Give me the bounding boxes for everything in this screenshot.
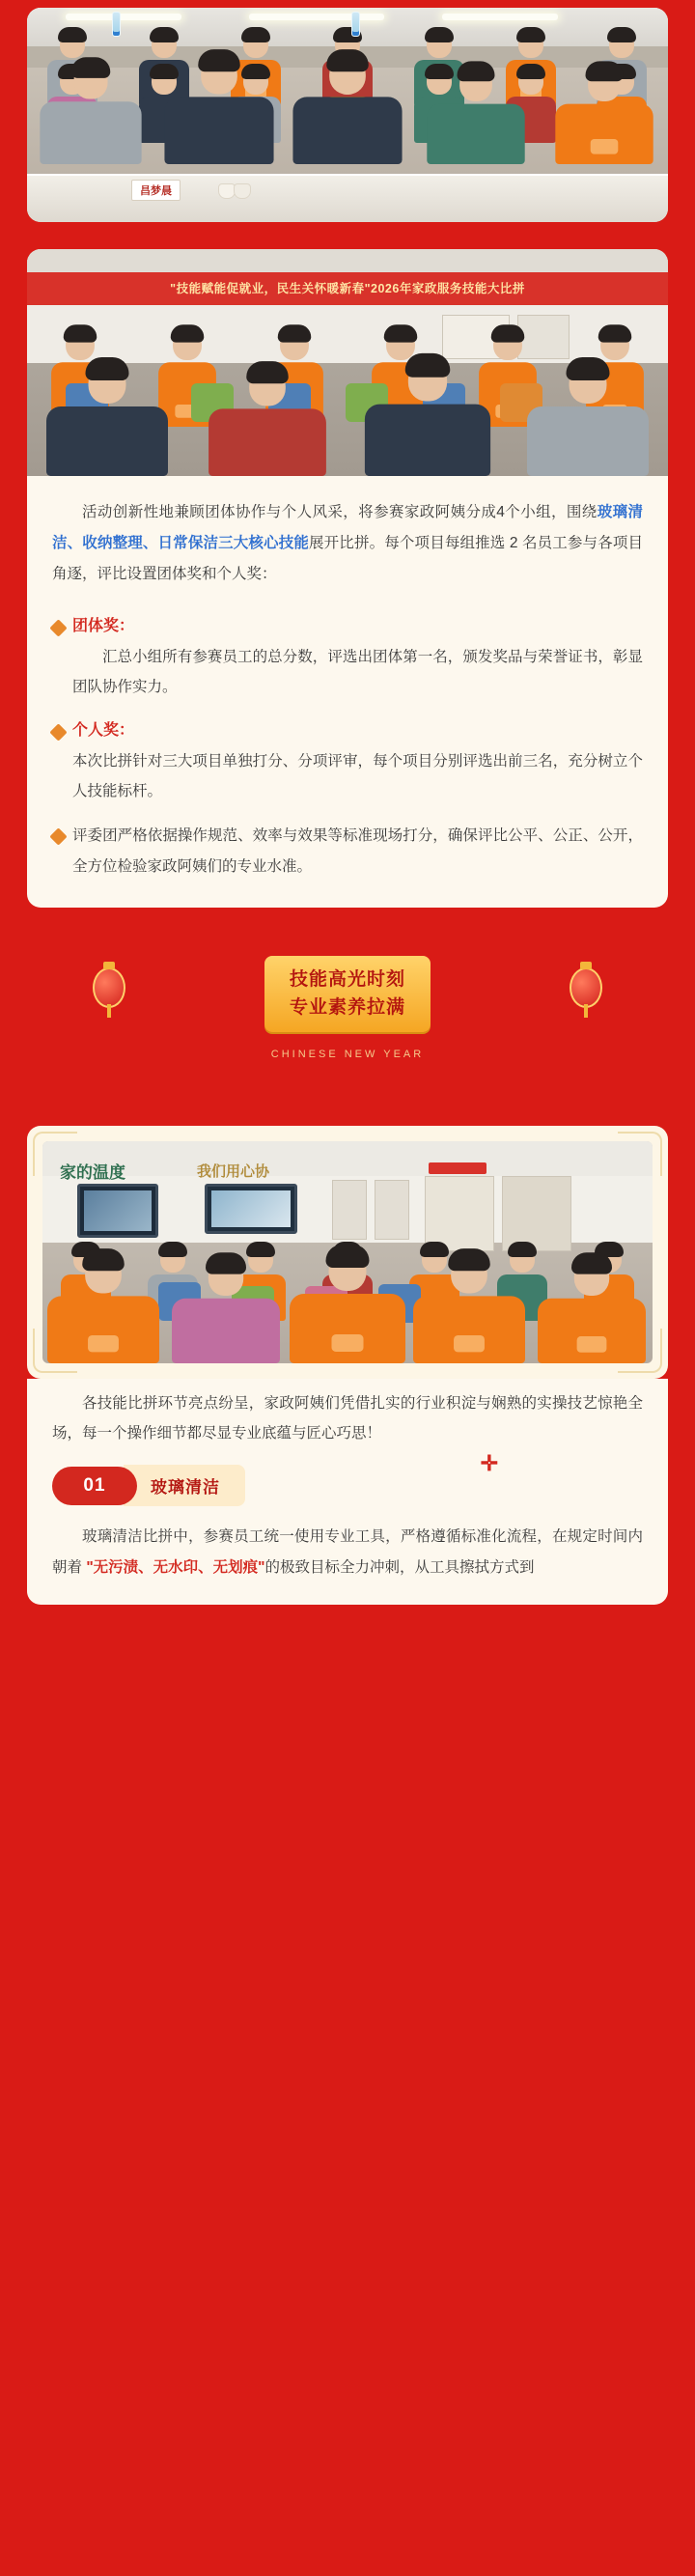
intro-suffix: 展开比拼。每个项目每组推选 2 名员工参与各项目角逐，评比设置团体奖和个人奖： [52,534,643,582]
award-title: 团体奖： [72,618,135,635]
diamond-bullet-icon [49,827,67,845]
list-item [52,716,643,807]
content-card-highlights [27,1379,668,1605]
training-room-wide-shot [42,1141,653,1363]
item-label: 玻璃清洁 [124,1465,245,1506]
section-heading-line1: 技能高光时刻 [289,968,406,990]
item-body-highlight: "无污渍、无水印、无划痕" [86,1558,265,1576]
diamond-bullet-icon [49,724,67,742]
award-text: 评委团严格依据操作规范、效率与效果等标准现场打分，确保评比公平、公正、公开，全方位检验家政阿姨们的专业水准。 [72,827,643,875]
section-heading-line2: 专业素养拉满 [289,997,406,1019]
top-spacer [0,0,695,8]
list-item [52,612,643,703]
wall-slogan-2: 我们用心协 [197,1162,270,1180]
intro-highlight: 玻璃清洁、收纳整理、日常保洁三大核心技能 [52,504,643,551]
item-body-suffix: 的极致目标全力冲刺，从工具擦拭方式到 [264,1558,535,1576]
section-heading-plaque [264,956,431,1032]
item-header-01 [52,1451,643,1506]
diamond-bullet-icon [49,620,67,637]
audience-nameplate: 昌梦晨 [131,180,181,201]
section-heading-subtitle: CHINESE NEW YEAR [270,1048,425,1060]
content-card-awards [27,249,668,908]
item-number-badge: 01 [52,1467,137,1505]
intro-prefix: 活动创新性地兼顾团体协作与个人风采，将参赛家政阿姨分成4个小组，围绕 [82,504,598,520]
bottom-spacer [0,1605,695,1643]
highlight-paragraph [27,1379,668,1456]
item-body-prefix: 玻璃清洁比拼中，参赛员工统一使用专业工具，严格遵循标准化流程，在规定时间内朝着 [52,1528,643,1576]
photo-card-1 [27,8,668,222]
intro-paragraph [27,476,668,595]
award-text: 本次比拼针对三大项目单独打分、分项评审，每个项目分别评选出前三名，充分树立个人技能标杆。 [72,752,643,800]
awards-list [27,595,668,907]
audience-seated-front-row [27,8,668,222]
award-text: 汇总小组所有参赛员工的总分数，评选出团体第一名，颁发奖品与荣誉证书，彰显团队协作实力。 [72,648,643,696]
highlight-paragraph-text: 各技能比拼环节亮点纷呈，家政阿姨们凭借扎实的行业积淀与娴熟的实操技艺惊艳全场，每一个操作细节都尽显专业底蕴与匠心巧思！ [52,1394,643,1442]
plus-decoration-icon: ✛ [480,1451,498,1476]
item-body-paragraph [27,1506,668,1605]
lantern-icon [93,967,125,1008]
contestants-standing-under-banner [27,249,668,476]
section-heading [0,952,695,1097]
photo-card-3 [27,1126,668,1379]
event-banner: "技能赋能促就业，民生关怀暖新春"2026年家政服务技能大比拼 [27,272,668,305]
award-title: 个人奖： [72,722,135,740]
wall-slogan-1: 家的温度 [60,1162,125,1182]
lantern-icon [570,967,602,1008]
list-item [52,821,643,882]
